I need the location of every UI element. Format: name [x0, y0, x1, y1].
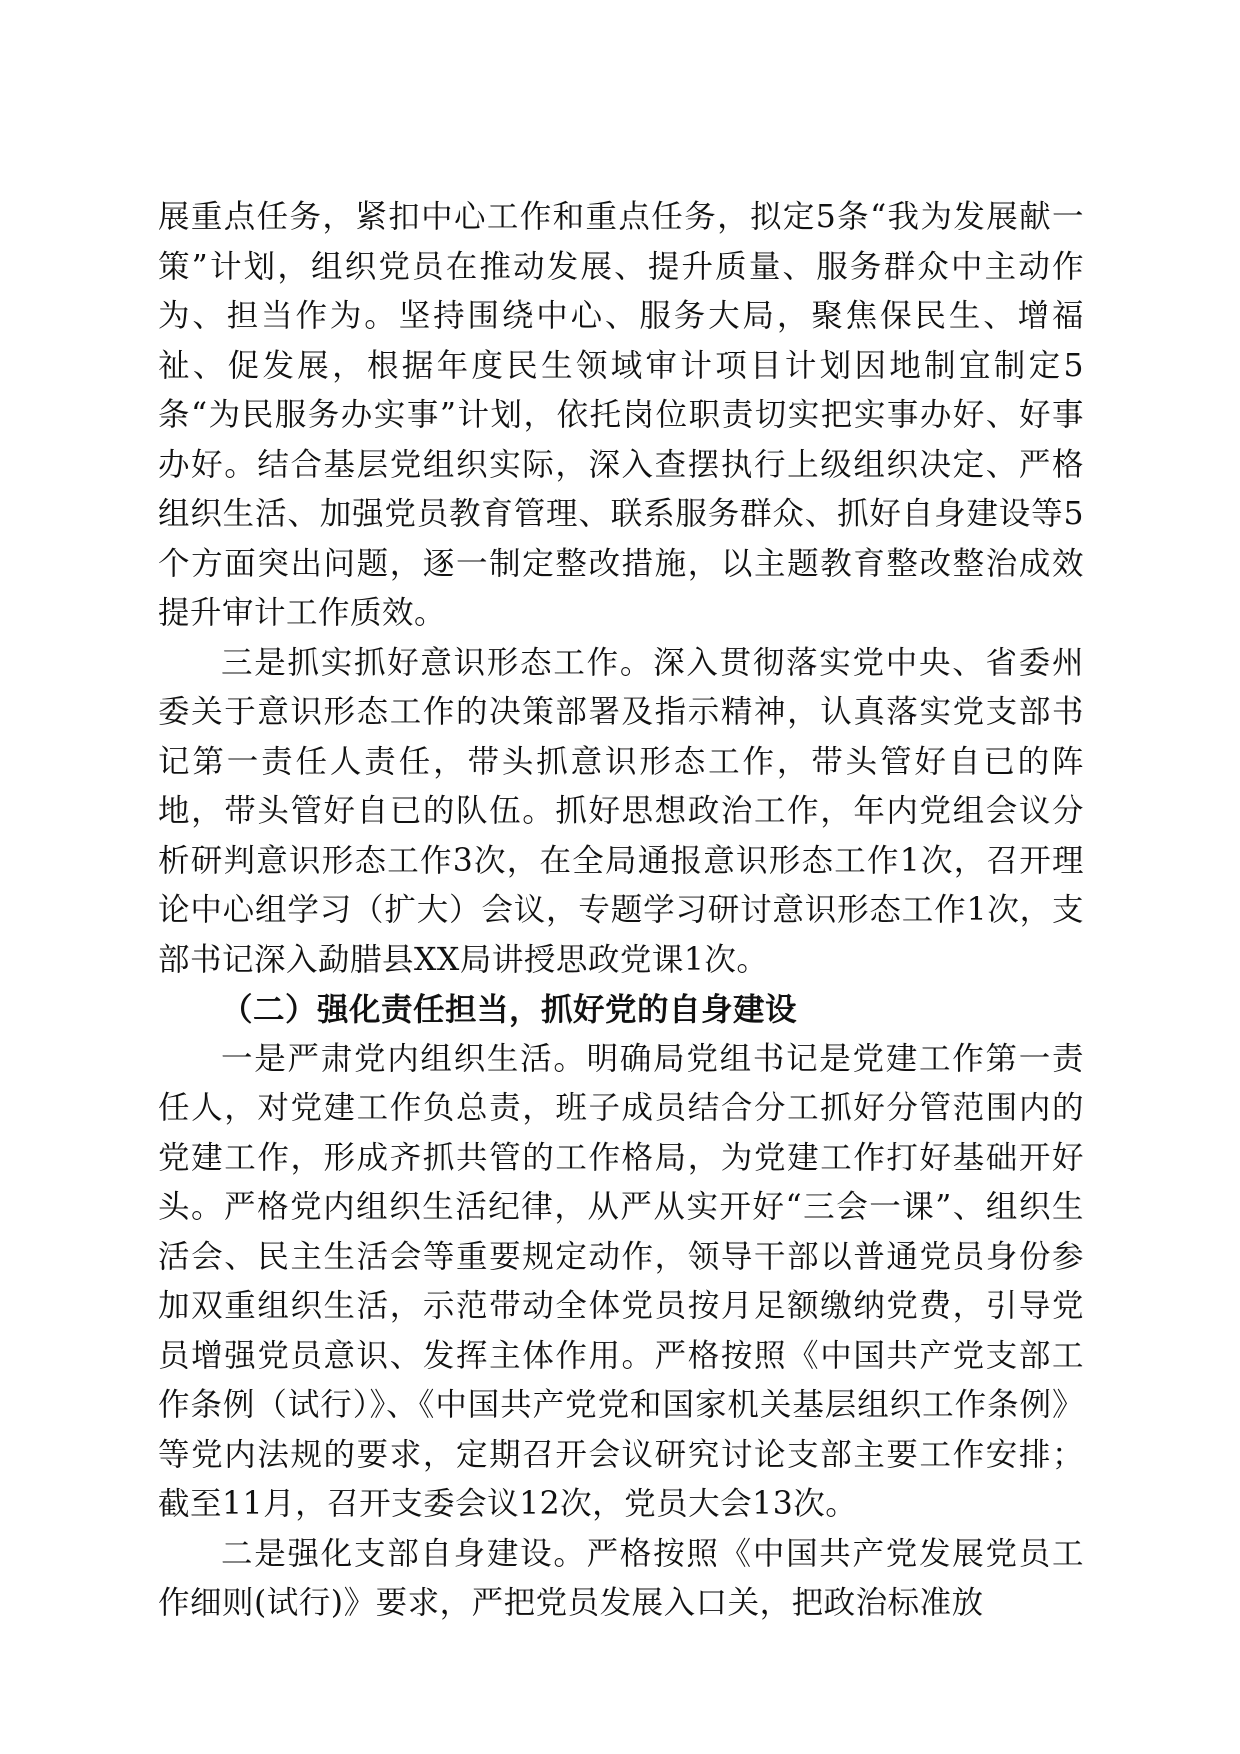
- paragraph-branch-building: 二是强化支部自身建设。严格按照《中国共产党发展党员工作细则(试行)》要求，严把党员发展入口关，把政治标准放: [158, 1535, 1084, 1621]
- section-heading: （二）强化责任担当，抓好党的自身建设: [221, 991, 798, 1028]
- paragraph-continued: 展重点任务，紧扣中心工作和重点任务，拟定5条“我为发展献一策”计划，组织党员在推动发展、提升质量、服务群众中主动作为、担当作为。坚持围绕中心、服务大局，聚焦保民生、增福祉、促发展，根据年度民生领域审计项目计划因地制宜制定5条“为民服务办实事”计划，依托岗位职责切实把实事办好、好事办好。结合基层党组织实际，深入查摆执行上级组织决定、严格组织生活、加强党员教育管理、联系服务群众、抓好自身建设等5个方面突出问题，逐一制定整改措施，以主题教育整改整治成效提升审计工作质效。: [158, 199, 1084, 631]
- document-body: [158, 193, 1084, 1629]
- paragraph-ideology-work: 三是抓实抓好意识形态工作。深入贯彻落实党中央、省委州委关于意识形态工作的决策部署及指示精神，认真落实党支部书记第一责任人责任，带头抓意识形态工作，带头管好自已的阵地，带头管好自已的队伍。抓好思想政治工作，年内党组会议分析研判意识形态工作3次，在全局通报意识形态工作1次，召开理论中心组学习（扩大）会议，专题学习研讨意识形态工作1次，支部书记深入勐腊县XX局讲授思政党课1次。: [158, 644, 1084, 978]
- paragraph-organization-life: 一是严肃党内组织生活。明确局党组书记是党建工作第一责任人，对党建工作负总责，班子成员结合分工抓好分管范围内的党建工作，形成齐抓共管的工作格局，为党建工作打好基础开好头。严格党内组织生活纪律，从严从实开好“三会一课”、组织生活会、民主生活会等重要规定动作，领导干部以普通党员身份参加双重组织生活，示范带动全体党员按月足额缴纳党费，引导党员增强党员意识、发挥主体作用。严格按照《中国共产党支部工作条例（试行）》、《中国共产党党和国家机关基层组织工作条例》等党内法规的要求，定期召开会议研究讨论支部主要工作安排；截至11月，召开支委会议12次，党员大会13次。: [158, 1040, 1084, 1522]
